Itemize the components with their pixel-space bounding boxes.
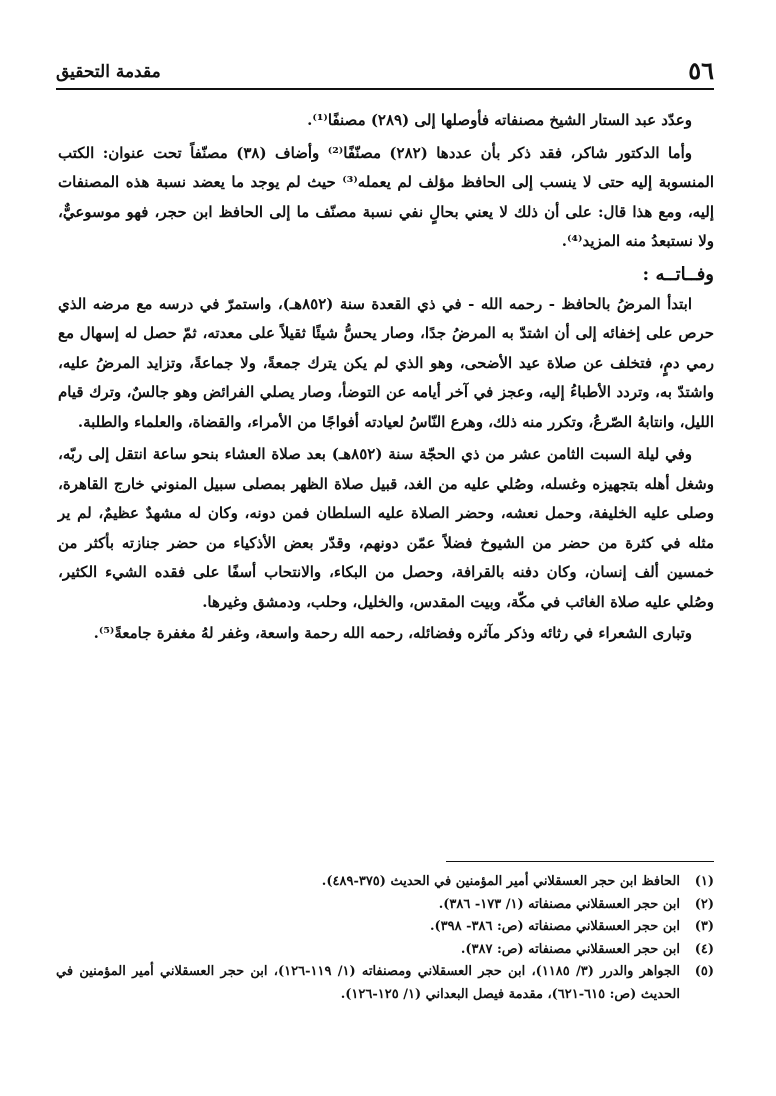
footnote-text: الجواهر والدرر (٣/ ١١٨٥)، ابن حجر العسقلاني ومصنفاته (١/ ١١٩-١٢٦)، ابن حجر العسقلاني أمير المؤمنين في الحديث (ص: ٦١٥-٦٢١)، مقدمة فيصل البعداني (١/ ١٢٥-١٢٦). <box>56 964 680 1002</box>
footnote-number: (٤) <box>694 941 714 957</box>
paragraph-count-shaker: وأما الدكتور شاكر، فقد ذكر بأن عددها (٢٨٢) مصنّفًا⁽²⁾ وأضاف (٣٨) مصنّفاً تحت عنوان: الكتب المنسوبة إليه حتى لا ينسب إلى الحافظ مؤلف لم يعمله⁽³⁾ حيث لم يوجد ما يعضد نسبة هذه المصنفات إليه، ومع هذا قال: على أن ذلك لا يعني بحالٍ نفي نسبة مصنّف ما إلى الحافظ ابن حجر، فهو موسوعيٌّ، ولا نستبعدُ منه المزيد⁽⁴⁾. <box>58 143 714 250</box>
footnote-item <box>56 894 714 917</box>
footnote-item <box>56 961 714 1006</box>
running-title: مقدمة التحقيق <box>56 62 161 82</box>
footnote-number: (١) <box>694 874 714 889</box>
main-text <box>58 106 714 649</box>
footnote-number: (٥) <box>694 964 714 979</box>
footnote-text: ابن حجر العسقلاني مصنفاته (ص: ٣٨٧). <box>460 941 680 957</box>
footnote-text: ابن حجر العسقلاني مصنفاته (١/ ١٧٣- ٣٨٦). <box>438 896 680 912</box>
page-header <box>56 56 714 90</box>
footnote-number: (٢) <box>694 896 714 912</box>
footnote-text: ابن حجر العسقلاني مصنفاته (ص: ٣٨٦- ٣٩٨). <box>429 919 680 934</box>
paragraph-count-sheikh: وعدّد عبد الستار الشيخ مصنفاته فأوصلها إلى (٢٨٩) مصنفًا⁽¹⁾. <box>307 111 692 129</box>
paragraph-death-funeral: وفي ليلة السبت الثامن عشر من ذي الحجّة سنة (٨٥٢هـ) بعد صلاة العشاء بنحو ساعة انتقل إلى ربّه، وشغل أهله بتجهيزه وغسله، وصُلي عليه من الغد، قبيل صلاة الظهر بمصلى سبيل المنوني خارج القاهرة، وصلى عليه الخليفة، وحمل نعشه، وحضر الصلاة عليه السلطان فمن دونه، وكان له مشهدٌ عظيمٌ، لم ير مثله في كثرة من حضر من الشيوخ فضلاً عمّن دونهم، وقدّر بعض الأذكياء من حضر جنازته بأكثر من خمسين ألف إنسان، وكان دفنه بالقرافة، وحصل من البكاء، والانتحاب أسفًا على فقده الشيء الكثير، وصُلي عليه صلاة الغائب في مكّة، وبيت المقدس، والخليل، وحلب، ودمشق وغيرها. <box>58 445 714 611</box>
footnotes <box>56 871 714 1006</box>
footnote-number: (٣) <box>694 919 714 934</box>
footnote-item <box>56 871 714 894</box>
footnote-text: الحافظ ابن حجر العسقلاني أمير المؤمنين في الحديث (٣٧٥-٤٨٩). <box>321 874 680 889</box>
page-number: ٥٦ <box>688 56 714 85</box>
footnote-item <box>56 916 714 939</box>
section-heading-death: وفــاتــه : <box>642 263 714 285</box>
paragraph-illness: ابتدأ المرضُ بالحافظ - رحمه الله - في ذي القعدة سنة (٨٥٢هـ)، واستمرّ في درسه مع مرضه الذي حرص على إخفائه إلى أن اشتدّ به المرضُ جدًا، وصار يحسُّ شيئًا ثقيلاً على معدته، ثمّ حصل له إسهال مع رمي دمٍ، فتخلف عن صلاة عيد الأضحى، وهو الذي لم يكن يترك جمعةً، ولا جماعةً، وتزايد المرضُ عليه، واشتدّ به، وتردد الأطباءُ إليه، وعجز في آخر أيامه عن التوضأ، وصار يصلي الفرائض وهو جالسٌ، وترك قيام الليل، وانتابهُ الصّرعُ، وتكرر منه ذلك، وهرع النّاسُ لعيادته أفواجًا من الأمراء، والقضاة، والعلماء والطلبة. <box>58 294 714 431</box>
footnote-item <box>56 939 714 962</box>
paragraph-elegies: وتبارى الشعراء في رثائه وذكر مآثره وفضائله، رحمه الله رحمة واسعة، وغفر لهُ مغفرة جامعةً⁽⁵⁾. <box>93 624 692 642</box>
footnote-divider <box>446 861 714 862</box>
